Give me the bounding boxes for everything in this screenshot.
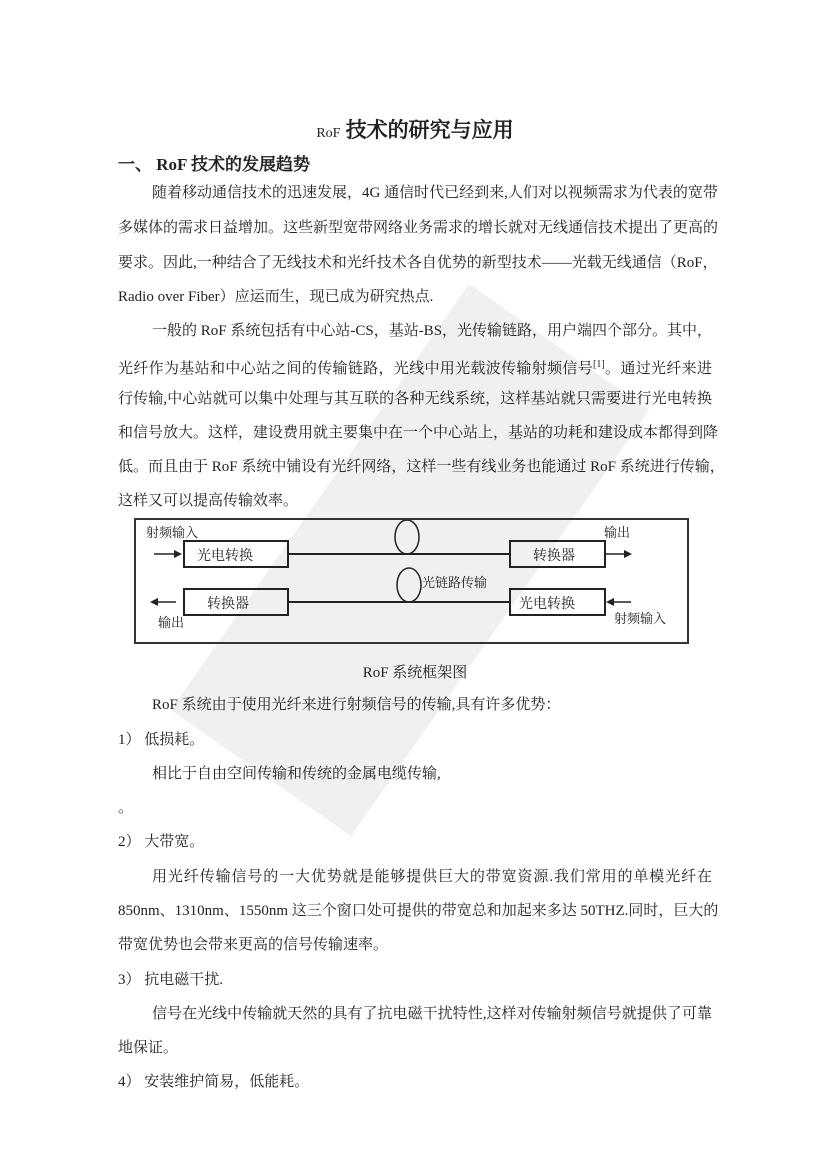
paragraph-line: Radio over Fiber）应运而生，现已成为研究热点. <box>118 289 434 305</box>
document-title <box>0 114 830 144</box>
optical-link-label: 光链路传输 <box>422 576 488 591</box>
paragraph-line: 带宽优势也会带来更高的信号传输速率。 <box>118 937 389 953</box>
title-main: 技术的研究与应用 <box>345 118 514 142</box>
paragraph-line: 一般的 RoF 系统包括有中心站-CS，基站-BS，光传输链路，用户端四个部分。其中， <box>152 323 713 339</box>
figure-caption: RoF 系统框架图 <box>362 665 468 681</box>
paragraph-line: 850nm、1310nm、1550nm 这三个窗口处可提供的带宽总和加起来多达 50THZ.同时，巨大的 <box>118 903 719 919</box>
paragraph-line: 随着移动通信技术的迅速发展，4G 通信时代已经到来,人们对以视频需求为代表的宽带 <box>152 185 718 201</box>
output-label: 输出 <box>158 616 185 631</box>
list-item-heading: 4） 安装维护简易，低能耗。 <box>118 1074 310 1090</box>
paragraph-line: 行传输,中心站就可以集中处理与其互联的各种无线系统，这样基站就只需要进行光电转换 <box>118 391 712 407</box>
oe-converter-box: 光电转换 <box>509 588 606 616</box>
list-item-heading: 2） 大带宽。 <box>118 834 205 850</box>
list-item-heading: 3） 抗电磁干扰. <box>118 972 224 988</box>
paragraph-line: RoF 系统由于使用光纤来进行射频信号的传输,具有许多优势： <box>152 697 561 713</box>
paragraph-line: 这样又可以提高传输效率。 <box>118 493 299 509</box>
paragraph-line: 多媒体的需求日益增加。这些新型宽带网络业务需求的增长就对无线通信技术提出了更高的 <box>118 220 719 236</box>
rf-input-label: 射频输入 <box>146 526 199 541</box>
output-label: 输出 <box>604 526 631 541</box>
section-heading: 一、 RoF 技术的发展趋势 <box>118 155 311 174</box>
paragraph-line <box>118 355 712 379</box>
text: 。通过光纤来进 <box>604 361 712 377</box>
list-item-heading: 1） 低损耗。 <box>118 732 205 748</box>
rof-system-diagram <box>134 518 689 644</box>
citation: [1] <box>593 359 605 370</box>
paragraph-line: 相比于自由空间传输和传统的金属电缆传输, <box>152 766 441 782</box>
oe-converter-box: 光电转换 <box>183 540 289 568</box>
paragraph-line: 要求。因此,一种结合了无线技术和光纤技术各自优势的新型技术——光载无线通信（RoF， <box>118 255 718 271</box>
rf-input-label: 射频输入 <box>614 612 667 627</box>
paragraph-line: 。 <box>118 800 134 816</box>
paragraph-line: 地保证。 <box>118 1040 179 1056</box>
paragraph-line: 用光纤传输信号的一大优势就是能够提供巨大的带宽资源.我们常用的单模光纤在 <box>152 869 712 885</box>
title-prefix: RoF <box>316 126 341 141</box>
text: 光纤作为基站和中心站之间的传输链路，光线中用光载波传输射频信号 <box>118 361 594 377</box>
paragraph-line: 信号在光线中传输就天然的具有了抗电磁干扰特性,这样对传输射频信号就提供了可靠 <box>152 1006 712 1022</box>
paragraph-line: 低。而且由于 RoF 系统中铺设有光纤网络，这样一些有线业务也能通过 RoF 系统进行传输， <box>118 459 725 475</box>
paragraph-line: 和信号放大。这样，建设费用就主要集中在一个中心站上，基站的功耗和建设成本都得到降 <box>118 425 719 441</box>
converter-box: 转换器 <box>509 540 606 568</box>
converter-box: 转换器 <box>183 588 289 616</box>
